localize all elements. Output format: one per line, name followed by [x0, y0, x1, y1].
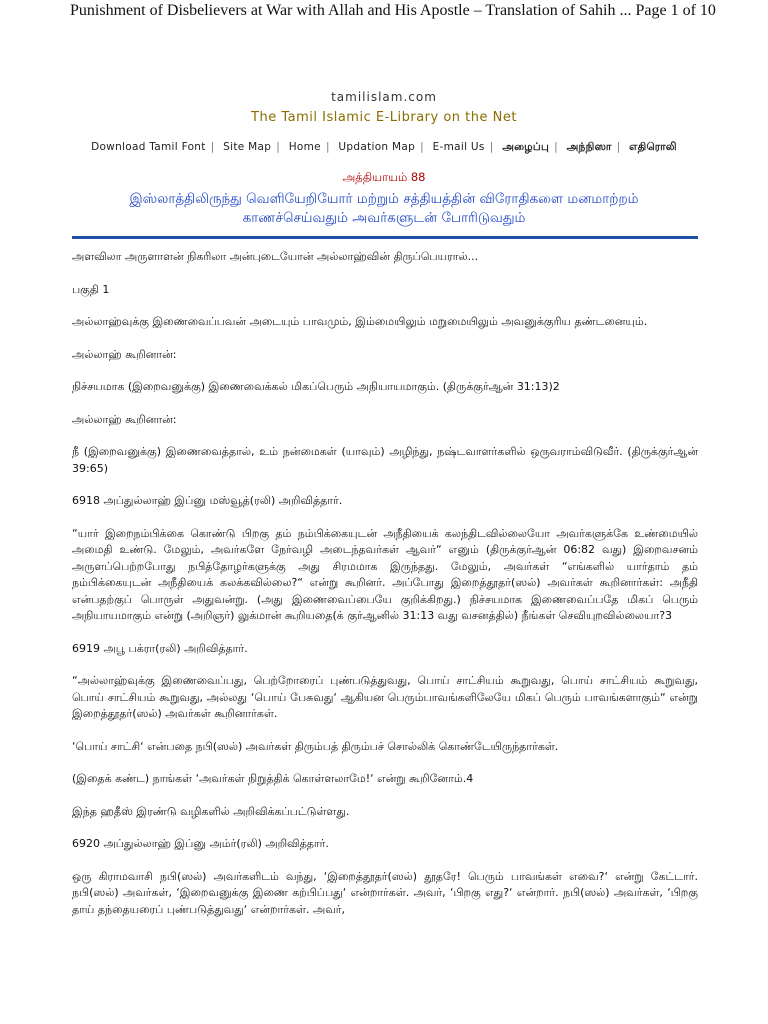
nav-separator: |	[554, 141, 558, 153]
hadith-narrator: 6919 அபூ பக்ரா(ரலி) அறிவித்தார்.	[72, 641, 248, 655]
nav-separator: |	[276, 141, 281, 153]
quran-verse: நீ (இறைவனுக்கு) இணைவைத்தால், உம் நன்மைகள் (யாவும்) அழிந்து, நஷ்டவாளர்களில் ஒருவராம்விடுவீர். (திருக்குர்ஆன் 39:65)	[72, 445, 698, 475]
hadith-narrator: 6920 அப்துல்லாஹ் இப்னு அம்ர்(ரலி) அறிவித்தார்.	[72, 837, 329, 850]
hadith-text: ஒரு கிராமவாசி நபி(ஸல்) அவர்களிடம் வந்து, ‘இறைத்தூதர்(ஸல்) தூதரே! பெரும் பாவங்கள் எவை?‘ என்று கேட்டார். நபி(ஸல்) அவர்கள், ‘இறைவனுக்கு இணை கற்பிப்பது‘ என்றார்கள். அவர், ‘பிறகு எது?‘ என்றார். நபி(ஸல்) அவர்கள், ‘பிறகு தாய் தந்தையரைப் புண்படுத்துவது‘ என்றார்கள். அவர்,	[72, 869, 698, 916]
nav-home[interactable]: Home	[288, 141, 321, 153]
top-navigation	[0, 141, 768, 154]
section-heading: அல்லாஹ்வுக்கு இணைவைப்பவன் அடையும் பாவமும், இம்மையிலும் மறுமையிலும் அவனுக்குரிய தண்டனையும்.	[72, 315, 648, 328]
nav-separator: |	[616, 141, 621, 153]
page-header: Punishment of Disbelievers at War with Allah and His Apostle – Translation of Sahih ... Page 1 of 10	[70, 2, 716, 19]
nav-separator: |	[210, 141, 215, 153]
nav-azhaippu[interactable]: அழைப்பு	[502, 141, 550, 153]
quote-intro: அல்லாஹ் கூறினான்:	[72, 347, 177, 361]
quote-intro: அல்லாஹ் கூறினான்:	[72, 412, 177, 426]
hadith-text: ‘பொய் சாட்சி‘ என்பதை நபி(ஸல்) அவர்கள் திரும்பத் திரும்பச் சொல்லிக் கொண்டேயிருந்தார்கள்.	[72, 739, 559, 753]
bismillah: அளவிலா அருளாளன் நிகரிலா அன்புடையோன் அல்லாஹ்வின் திருப்பெயரால்...	[72, 250, 479, 263]
chapter-number: அத்தியாயம் 88	[342, 170, 426, 184]
hadith-note: இந்த ஹதீஸ் இரண்டு வழிகளில் அறிவிக்கப்பட்டுள்ளது.	[72, 804, 350, 818]
nav-annisa[interactable]: அந்நிஸா	[566, 141, 612, 153]
header-divider	[72, 236, 698, 239]
chapter-title	[0, 190, 768, 228]
nav-separator: |	[489, 141, 494, 153]
nav-download-tamil-font[interactable]: Download Tamil Font	[91, 141, 206, 153]
quran-verse: நிச்சயமாக (இறைவனுக்கு) இணைவைக்கல் மிகப்பெரும் அநியாயமாகும். (திருக்குர்ஆன் 31:13)2	[72, 380, 560, 393]
chapter-title-line-2: காணச்செய்வதும் அவர்களுடன் போரிடுவதும்	[242, 210, 526, 226]
chapter-title-line-1: இஸ்லாத்திலிருந்து வெளியேறியோர் மற்றும் சத்தியத்தின் விரோதிகளை மனமாற்றம்	[129, 191, 639, 207]
site-tagline: The Tamil Islamic E-Library on the Net	[251, 110, 517, 125]
hadith-narrator: 6918 அப்துல்லாஹ் இப்னு மஸ்வூத்(ரலி) அறிவித்தார்.	[72, 494, 343, 507]
nav-email-us[interactable]: E-mail Us	[432, 141, 485, 153]
nav-separator: |	[420, 141, 424, 153]
hadith-text: (இதைக் கண்ட) நாங்கள் ‘அவர்கள் நிறுத்திக் கொள்ளலாமே!‘ என்று கூறினோம்.4	[72, 772, 474, 785]
nav-updation-map[interactable]: Updation Map	[338, 141, 416, 153]
site-branding	[0, 90, 768, 125]
article-body	[0, 249, 768, 918]
nav-ethiroli[interactable]: எதிரொலி	[629, 141, 677, 153]
hadith-text: “யார் இறைநம்பிக்கை கொண்டு பிறகு தம் நம்பிக்கையுடன் அநீதியைக் கலந்திடவில்லையோ அவர்களுக்கே உண்மையில் அமைதி உண்டு. மேலும், அவர்களே நேர்வழி அடைந்தவர்கள் ஆவர்“ எனும் (திருக்குர்ஆன் 06:82 வது) இறைவசனம் அருளப்பெற்றபோது நபித்தோழர்களுக்கு அது சிரமமாக இருந்தது. மேலும், அவர்கள் “எங்களில் யார்தாம் தம் நம்பிக்கையுடன் அநீதியைக் கலக்கவில்லை?“ என்று கூறினர். அப்போது இறைத்தூதர்(ஸல்) அவர்கள் கூறினார்கள்: அநீதி என்பதற்குப் பொருள் அதுவன்று. (அது இணைவைப்பையே குறிக்கிறது.) நிச்சயமாக இணைவைப்பதே மிகப் பெரும் அநியாயமாகும் என்று (அறிஞர்) லுக்மான் கூறியதை(க் குர்ஆனில் 31:13 வது வசனத்தில்) நீங்கள் செவியுறவில்லையா?3	[72, 526, 698, 622]
hadith-text: “அல்லாஹ்வுக்கு இணைவைப்பது, பெற்றோரைப் புண்படுத்துவது, பொய் சாட்சியம் கூறுவது, பொய் சாட்சியம் கூறுவது, பொய் சாட்சியம் கூறுவது, அல்லது ‘பொய் பேசுவது‘ ஆகியன பெரும்பாவங்களிலேயே மிகப் பெரும் பாவங்களாகும்“ என்று இறைத்தூதர்(ஸல்) அவர்கள் கூறினார்கள்.	[72, 674, 698, 720]
nav-site-map[interactable]: Site Map	[223, 141, 272, 153]
section-label: பகுதி 1	[72, 282, 110, 296]
chapter-heading	[0, 170, 768, 228]
nav-separator: |	[325, 141, 330, 153]
site-url[interactable]: tamilislam.com	[331, 90, 437, 104]
